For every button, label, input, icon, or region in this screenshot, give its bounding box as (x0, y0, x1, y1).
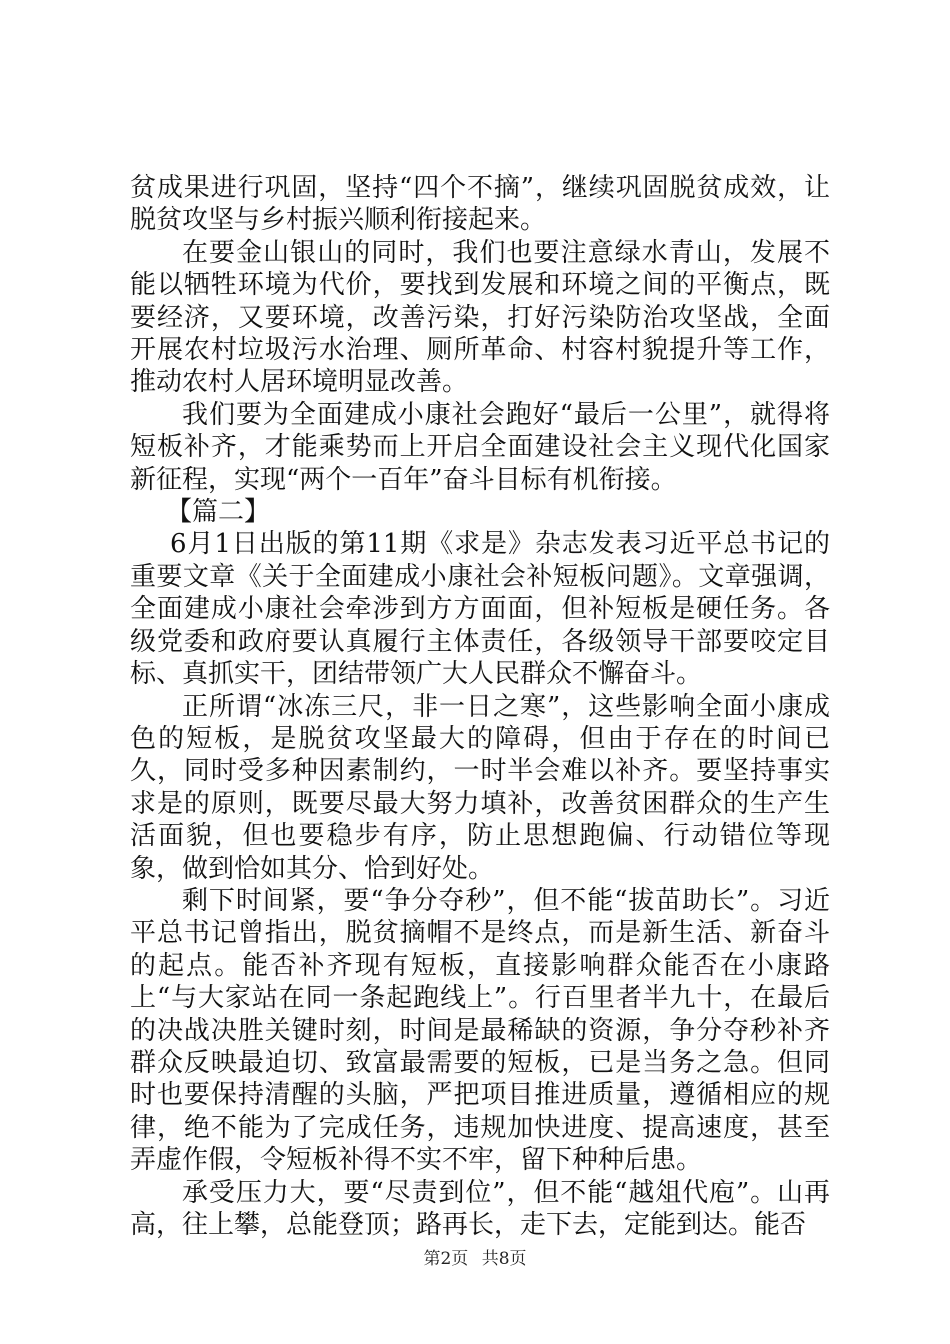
section-heading: 【篇二】 (166, 497, 271, 528)
paragraph-3: 我们要为全面建成小康社会跑好“最后一公里”，就得将短板补齐，才能乘势而上开启全面建设社会主义现代化国家新征程，实现“两个一百年”奋斗目标有机衔接。 (130, 399, 830, 495)
paragraph-5: 正所谓“冰冻三尺，非一日之寒”，这些影响全面小康成色的短板，是脱贫攻坚最大的障碍，但由于存在的时间已久，同时受多种因素制约，一时半会难以补齐。要坚持事实求是的原则，既要尽最大努力填补，改善贫困群众的生产生活面貌，但也要稳步有序，防止思想跑偏、行动错位等现象，做到恰如其分、恰到好处。 (130, 691, 830, 884)
paragraph-7: 承受压力大，要“尽责到位”，但不能“越俎代庖”。山再高，往上攀，总能登顶；路再长，走下去，定能到达。能否 (130, 1177, 830, 1240)
paragraph-4: 6月1日出版的第11期《求是》杂志发表习近平总书记的重要文章《关于全面建成小康社会补短板问题》。文章强调，全面建成小康社会牵涉到方方面面，但补短板是硬任务。各级党委和政府要认真履行主体责任，各级领导干部要咬定目标、真抓实干，团结带领广大人民群众不懈奋斗。 (130, 529, 830, 690)
paragraph-1: 贫成果进行巩固，坚持“四个不摘”，继续巩固脱贫成效，让脱贫攻坚与乡村振兴顺利衔接起来。 (130, 173, 830, 236)
page-number: 第2页 (423, 1249, 469, 1269)
page-footer (0, 1244, 950, 1269)
document-body (130, 172, 830, 1241)
paragraph-2: 在要金山银山的同时，我们也要注意绿水青山，发展不能以牺牲环境为代价，要找到发展和环境之间的平衡点，既要经济，又要环境，改善污染，打好污染防治攻坚战，全面开展农村垃圾污水治理、厕所革命、村容村貌提升等工作，推动农村人居环境明显改善。 (130, 237, 830, 398)
page-total: 共8页 (481, 1249, 527, 1269)
paragraph-6: 剩下时间紧，要“争分夺秒”，但不能“拔苗助长”。习近平总书记曾指出，脱贫摘帽不是终点，而是新生活、新奋斗的起点。能否补齐现有短板，直接影响群众能否在小康路上“与大家站在同一条起跑线上”。行百里者半九十，在最后的决战决胜关键时刻，时间是最稀缺的资源，争分夺秒补齐群众反映最迫切、致富最需要的短板，已是当务之急。但同时也要保持清醒的头脑，严把项目推进质量，遵循相应的规律，绝不能为了完成任务，违规加快进度、提高速度，甚至弄虚作假，令短板补得不实不牢，留下种种后患。 (130, 885, 830, 1176)
